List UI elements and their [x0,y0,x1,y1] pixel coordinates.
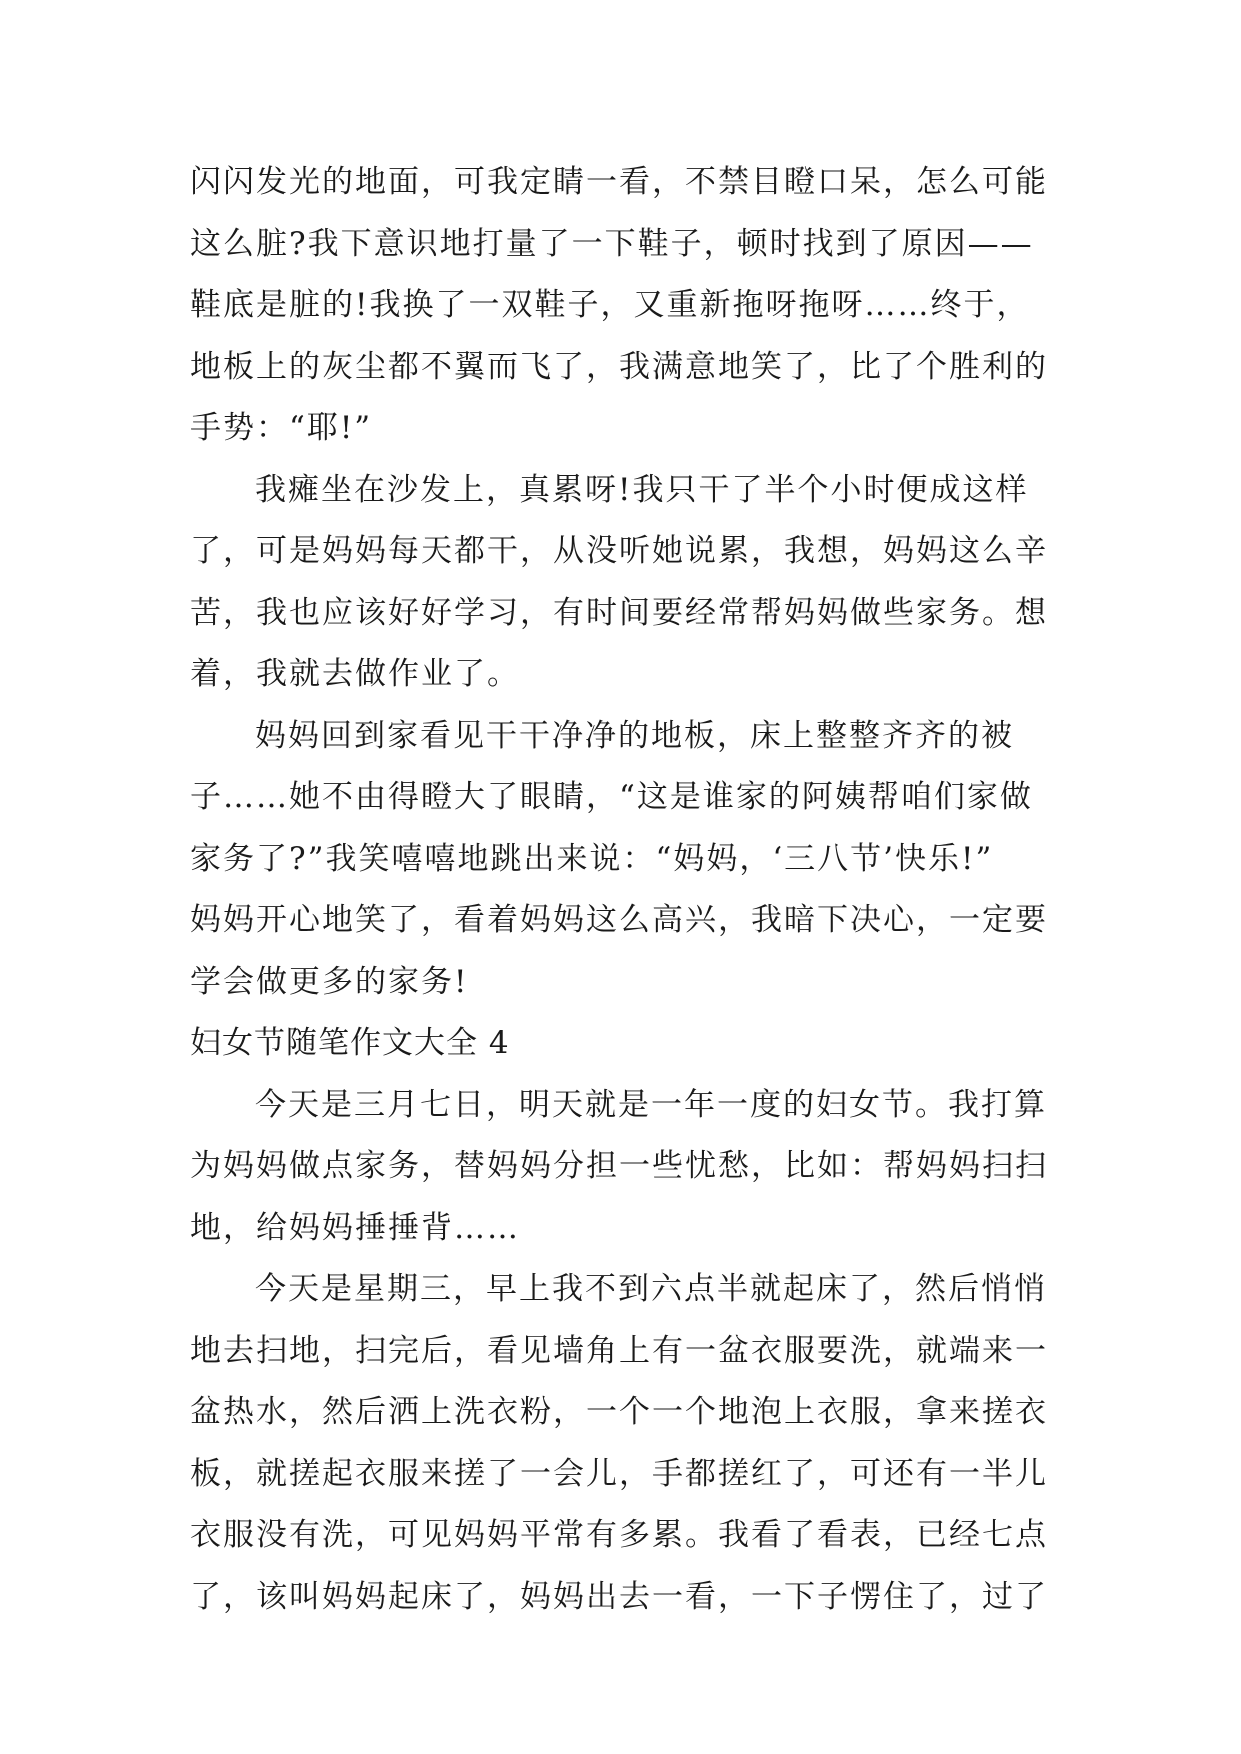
text-line: 家务了?”我笑嘻嘻地跳出来说：“妈妈，‘三八节’快乐!” [190,840,994,877]
text-line: 闪闪发光的地面，可我定睛一看，不禁目瞪口呆，怎么可能 [190,164,1048,200]
text-line: 盆热水，然后洒上洗衣粉，一个一个地泡上衣服，拿来搓衣 [190,1394,1048,1430]
text-line: 鞋底是脏的!我换了一双鞋子，又重新拖呀拖呀……终于， [190,287,1030,323]
text-line: 了，可是妈妈每天都干，从没听她说累，我想，妈妈这么辛 [190,533,1048,569]
paragraph-wednesday [190,1259,1070,1628]
text-line: 地去扫地，扫完后，看见墙角上有一盆衣服要洗，就端来一 [190,1332,1048,1369]
text-line: 手势：“耶!” [190,410,373,446]
document-page [190,152,1070,1628]
text-line: 妈妈回到家看见干干净净的地板，床上整整齐齐的被 [255,717,1014,754]
text-line: 地，给妈妈捶捶背…… [190,1209,520,1246]
text-line: 今天是三月七日，明天就是一年一度的妇女节。我打算 [255,1086,1047,1123]
paragraph-floor [190,152,1070,460]
text-line: 板，就搓起衣服来搓了一会儿，手都搓红了，可还有一半儿 [190,1455,1048,1492]
text-line: 了，该叫妈妈起床了，妈妈出去一看，一下子愣住了，过了 [190,1578,1048,1615]
paragraph-tired [190,460,1070,706]
text-line: 子……她不由得瞪大了眼睛，“这是谁家的阿姨帮咱们家做 [190,779,1033,815]
section-heading: 妇女节随笔作文大全 4 [190,1025,510,1061]
text-line: 为妈妈做点家务，替妈妈分担一些忧愁，比如：帮妈妈扫扫 [190,1148,1048,1184]
text-line: 今天是星期三，早上我不到六点半就起床了，然后悄悄 [255,1271,1047,1307]
text-line: 我瘫坐在沙发上，真累呀!我只干了半个小时便成这样 [255,471,1029,508]
paragraph-mom-home [190,706,1070,1014]
paragraph-plan [190,1075,1070,1260]
text-line: 衣服没有洗，可见妈妈平常有多累。我看了看表，已经七点 [190,1517,1048,1553]
text-line: 这么脏?我下意识地打量了一下鞋子，顿时找到了原因—— [190,225,1034,262]
text-line: 着，我就去做作业了。 [190,656,520,692]
text-line: 学会做更多的家务! [190,963,469,1000]
text-line: 地板上的灰尘都不翼而飞了，我满意地笑了，比了个胜利的 [190,348,1048,385]
text-line: 妈妈开心地笑了，看着妈妈这么高兴，我暗下决心，一定要 [190,902,1048,938]
text-line: 苦，我也应该好好学习，有时间要经常帮妈妈做些家务。想 [190,594,1048,631]
